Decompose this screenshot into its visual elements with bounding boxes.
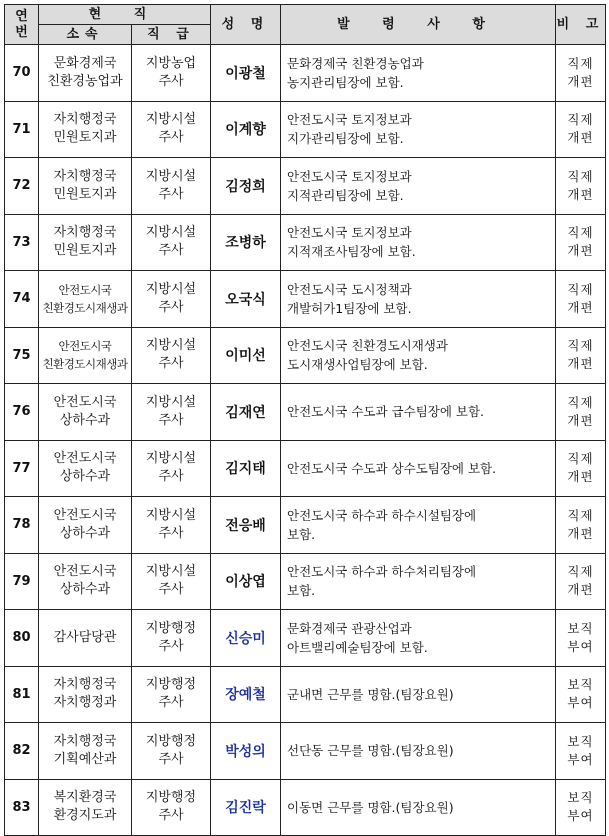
row-department: 자치행정국 민원토지과 — [39, 101, 132, 158]
table-row — [5, 45, 606, 102]
row-name: 김지태 — [211, 440, 281, 497]
row-note: 보직 부여 — [556, 666, 606, 723]
row-order: 안전도시국 도시정책과 개발허가1팀장에 보함. — [281, 271, 556, 328]
row-department: 안전도시국 상하수과 — [39, 384, 132, 441]
row-rank: 지방시설 주사 — [132, 497, 211, 554]
personnel-order-table — [4, 4, 606, 836]
row-number: 71 — [5, 101, 39, 158]
row-order: 안전도시국 수도과 급수팀장에 보함. — [281, 384, 556, 441]
row-order: 안전도시국 토지정보과 지적재조사팀장에 보함. — [281, 214, 556, 271]
row-note: 직제 개편 — [556, 553, 606, 610]
row-rank: 지방시설 주사 — [132, 384, 211, 441]
row-department: 자치행정국 민원토지과 — [39, 158, 132, 215]
row-rank: 지방시설 주사 — [132, 101, 211, 158]
row-number: 74 — [5, 271, 39, 328]
row-number: 76 — [5, 384, 39, 441]
row-note: 보직 부여 — [556, 723, 606, 780]
row-number: 77 — [5, 440, 39, 497]
row-department: 자치행정국 자치행정과 — [39, 666, 132, 723]
table-row — [5, 158, 606, 215]
table-row — [5, 214, 606, 271]
row-number: 72 — [5, 158, 39, 215]
row-rank: 지방행정 주사 — [132, 779, 211, 836]
row-order: 문화경제국 친환경농업과 농지관리팀장에 보함. — [281, 45, 556, 102]
row-number: 78 — [5, 497, 39, 554]
row-order: 안전도시국 하수과 하수시설팀장에 보함. — [281, 497, 556, 554]
row-note: 직제 개편 — [556, 327, 606, 384]
row-rank: 지방시설 주사 — [132, 158, 211, 215]
table-row — [5, 327, 606, 384]
header-number: 연 번 — [5, 5, 39, 45]
row-number: 82 — [5, 723, 39, 780]
row-name: 신승미 — [211, 610, 281, 667]
row-order: 문화경제국 관광산업과 아트밸리예술팀장에 보함. — [281, 610, 556, 667]
table-row — [5, 384, 606, 441]
row-department: 안전도시국 상하수과 — [39, 553, 132, 610]
table-row — [5, 723, 606, 780]
row-note: 직제 개편 — [556, 497, 606, 554]
table-row — [5, 553, 606, 610]
row-name: 오국식 — [211, 271, 281, 328]
header-note: 비 고 — [556, 5, 606, 45]
row-number: 73 — [5, 214, 39, 271]
row-department: 자치행정국 기획예산과 — [39, 723, 132, 780]
table-header — [5, 5, 606, 45]
row-name: 박성의 — [211, 723, 281, 780]
row-name: 장예철 — [211, 666, 281, 723]
row-note: 직제 개편 — [556, 214, 606, 271]
row-note: 직제 개편 — [556, 271, 606, 328]
row-order: 안전도시국 하수과 하수처리팀장에 보함. — [281, 553, 556, 610]
table-row — [5, 779, 606, 836]
row-order: 안전도시국 친환경도시재생과 도시재생사업팀장에 보함. — [281, 327, 556, 384]
row-order: 안전도시국 토지정보과 지가관리팀장에 보함. — [281, 101, 556, 158]
row-number: 70 — [5, 45, 39, 102]
header-current-post: 현 직 — [39, 5, 211, 25]
row-order: 이동면 근무를 명함.(팀장요원) — [281, 779, 556, 836]
row-note: 직제 개편 — [556, 440, 606, 497]
row-number: 75 — [5, 327, 39, 384]
row-department: 안전도시국 친환경도시재생과 — [39, 271, 132, 328]
row-department: 안전도시국 상하수과 — [39, 440, 132, 497]
row-name: 김진락 — [211, 779, 281, 836]
row-name: 조병하 — [211, 214, 281, 271]
row-department: 복지환경국 환경지도과 — [39, 779, 132, 836]
table-row — [5, 497, 606, 554]
row-rank: 지방행정 주사 — [132, 610, 211, 667]
row-note: 직제 개편 — [556, 45, 606, 102]
header-name: 성 명 — [211, 5, 281, 45]
row-number: 81 — [5, 666, 39, 723]
row-note: 보직 부여 — [556, 610, 606, 667]
row-rank: 지방시설 주사 — [132, 553, 211, 610]
row-department: 감사담당관 — [39, 610, 132, 667]
row-rank: 지방농업 주사 — [132, 45, 211, 102]
table-body — [5, 45, 606, 836]
header-order: 발 령 사 항 — [281, 5, 556, 45]
row-department: 문화경제국 친환경농업과 — [39, 45, 132, 102]
row-number: 80 — [5, 610, 39, 667]
row-name: 이상엽 — [211, 553, 281, 610]
row-department: 안전도시국 친환경도시재생과 — [39, 327, 132, 384]
row-department: 안전도시국 상하수과 — [39, 497, 132, 554]
row-note: 직제 개편 — [556, 158, 606, 215]
row-number: 79 — [5, 553, 39, 610]
row-order: 선단동 근무를 명함.(팀장요원) — [281, 723, 556, 780]
row-name: 김재연 — [211, 384, 281, 441]
row-order: 안전도시국 수도과 상수도팀장에 보함. — [281, 440, 556, 497]
row-note: 직제 개편 — [556, 101, 606, 158]
row-department: 자치행정국 민원토지과 — [39, 214, 132, 271]
row-rank: 지방행정 주사 — [132, 723, 211, 780]
row-name: 이미선 — [211, 327, 281, 384]
row-name: 이계향 — [211, 101, 281, 158]
row-rank: 지방시설 주사 — [132, 327, 211, 384]
row-name: 김정희 — [211, 158, 281, 215]
table-row — [5, 666, 606, 723]
row-order: 군내면 근무를 명함.(팀장요원) — [281, 666, 556, 723]
row-rank: 지방시설 주사 — [132, 214, 211, 271]
row-rank: 지방시설 주사 — [132, 440, 211, 497]
row-order: 안전도시국 토지정보과 지적관리팀장에 보함. — [281, 158, 556, 215]
table-row — [5, 101, 606, 158]
row-name: 이광철 — [211, 45, 281, 102]
row-number: 83 — [5, 779, 39, 836]
header-rank: 직 급 — [132, 25, 211, 45]
header-department: 소속 — [39, 25, 132, 45]
row-note: 보직 부여 — [556, 779, 606, 836]
row-note: 직제 개편 — [556, 384, 606, 441]
row-rank: 지방행정 주사 — [132, 666, 211, 723]
table-row — [5, 610, 606, 667]
row-name: 전응배 — [211, 497, 281, 554]
table-row — [5, 271, 606, 328]
table-row — [5, 440, 606, 497]
row-rank: 지방시설 주사 — [132, 271, 211, 328]
